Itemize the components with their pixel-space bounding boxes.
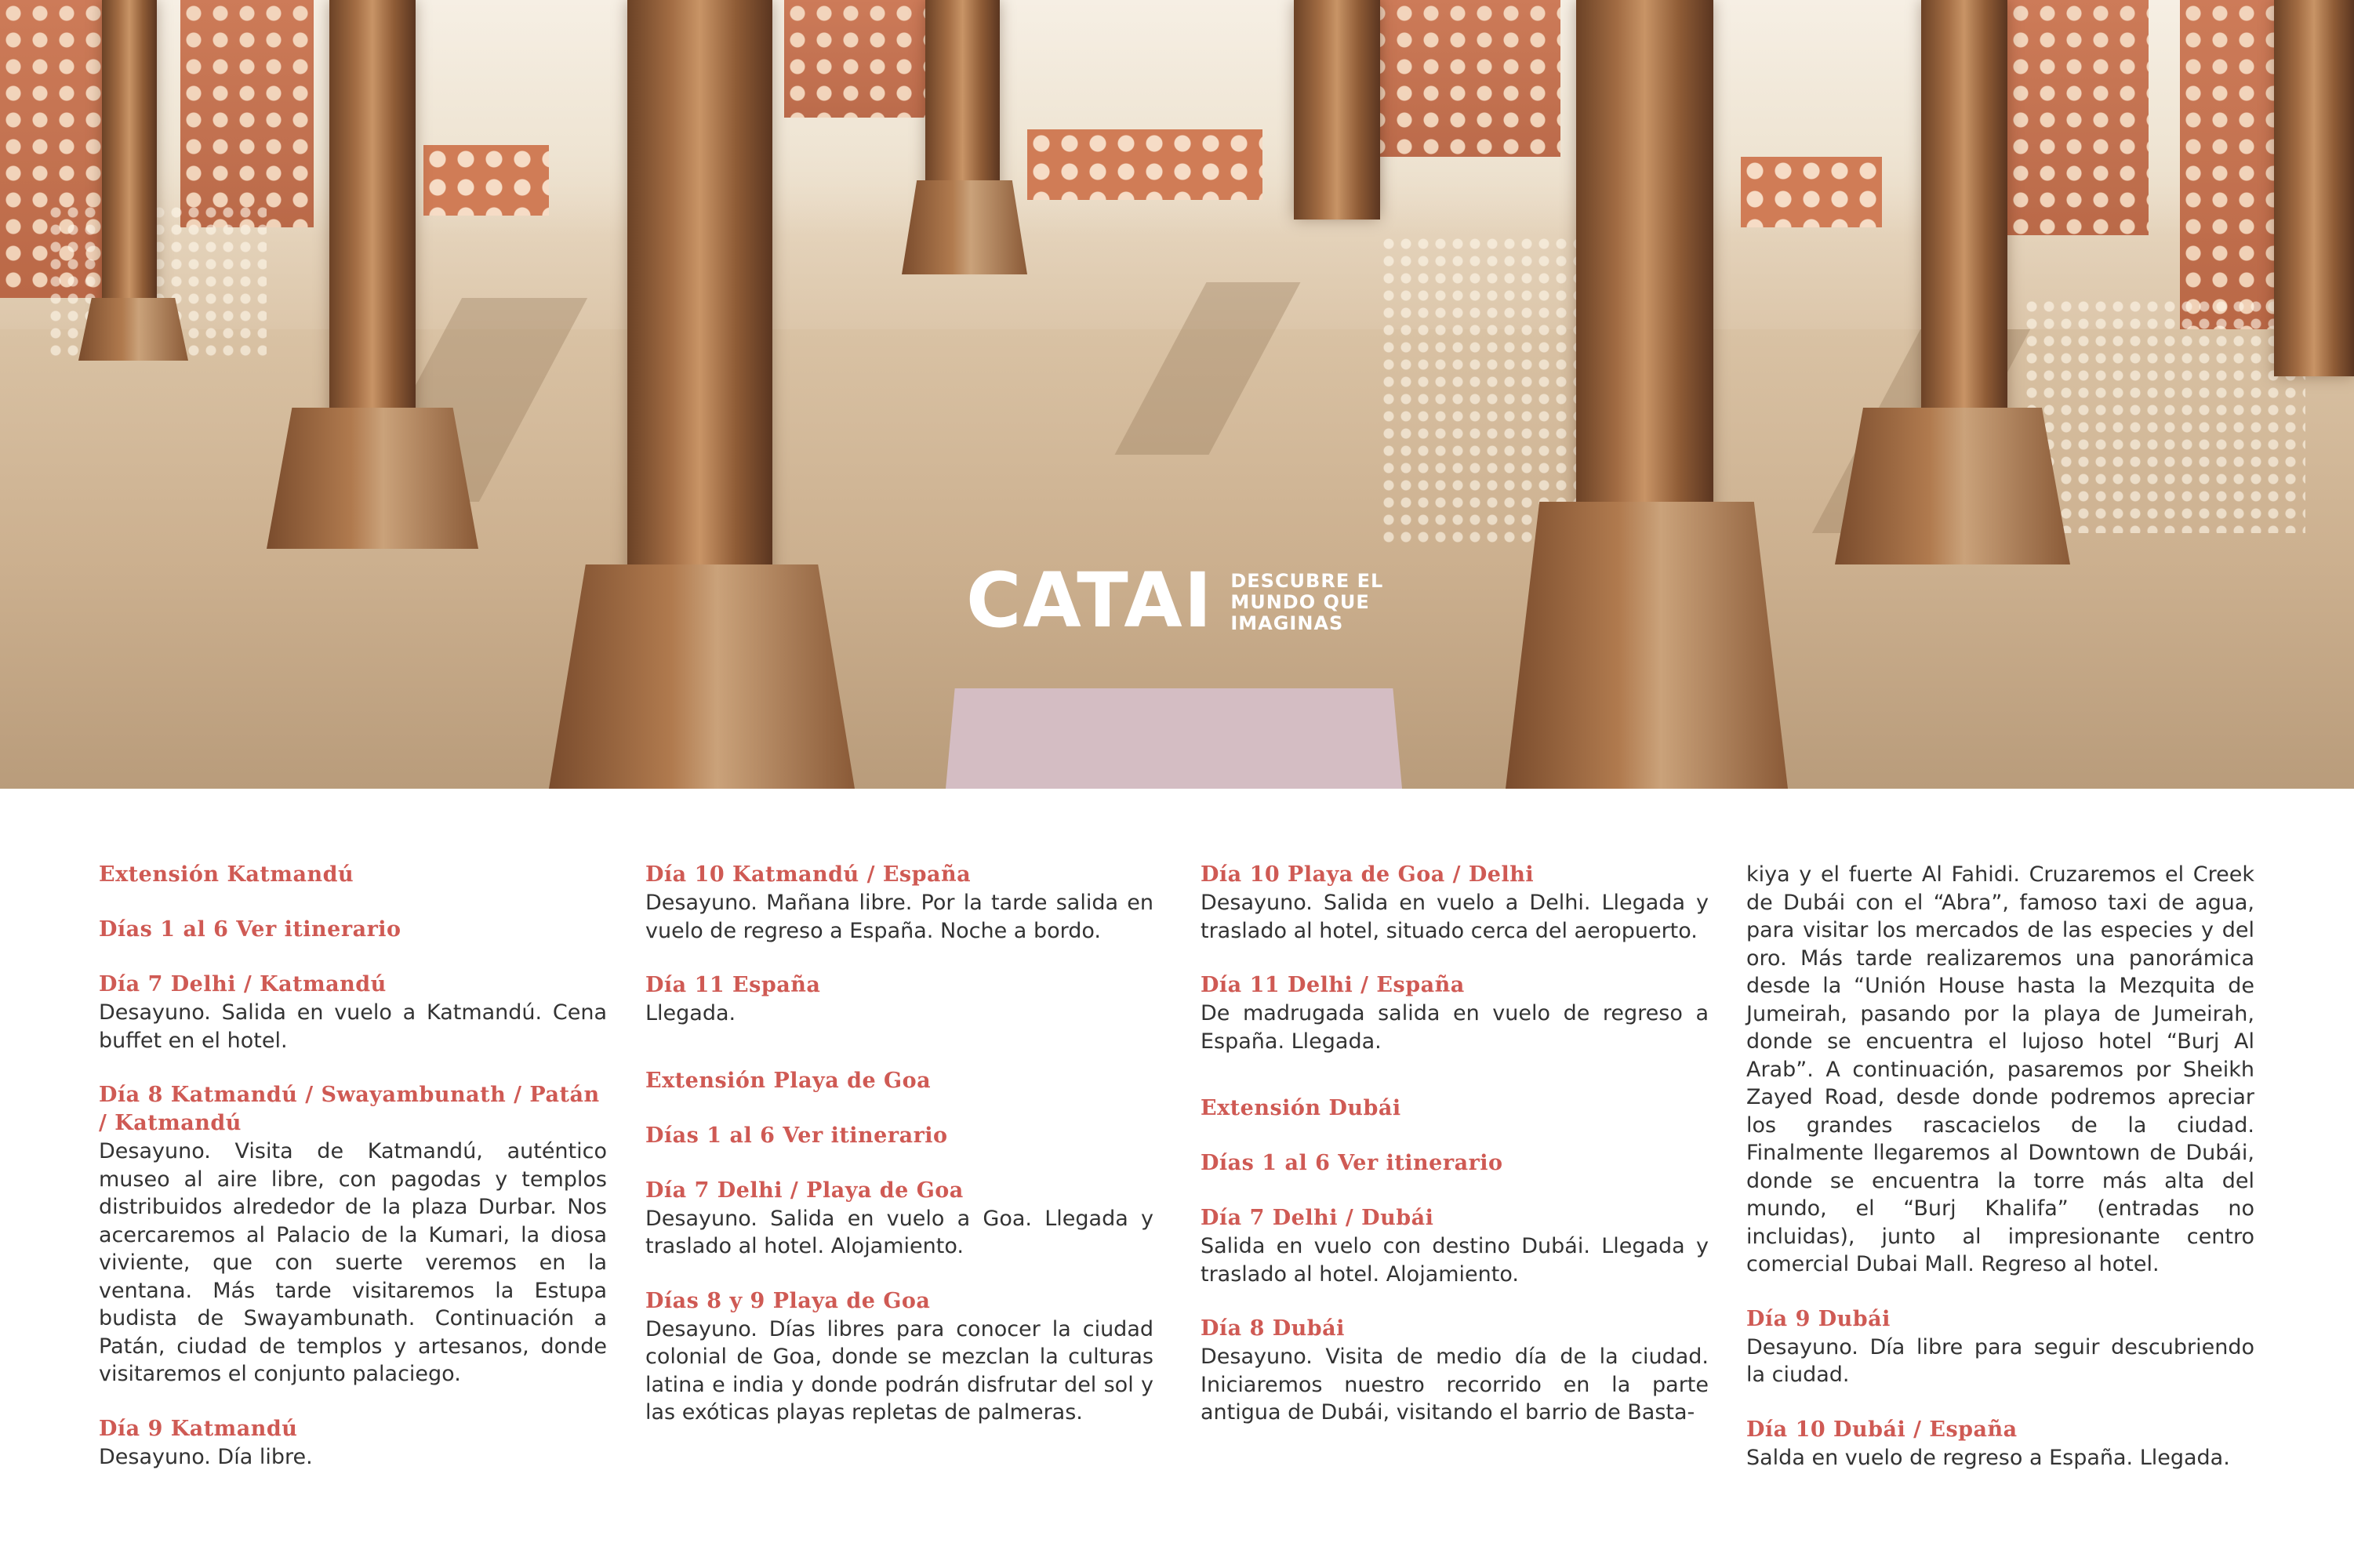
itinerary-column-1 bbox=[99, 861, 607, 1497]
pillar-base-right bbox=[1835, 408, 2070, 564]
day-title: Día 10 Playa de Goa / Delhi bbox=[1201, 862, 1535, 887]
section-heading bbox=[99, 861, 607, 889]
section-title: Extensión Dubái bbox=[1201, 1096, 1401, 1120]
day-title: Día 7 Delhi / Playa de Goa bbox=[645, 1178, 964, 1203]
day-text: Desayuno. Día libre. bbox=[99, 1444, 313, 1469]
section-heading bbox=[1201, 1094, 1709, 1123]
day-text: De madrugada salida en vuelo de regreso a España. Llegada. bbox=[1201, 1001, 1709, 1054]
section-heading bbox=[645, 1067, 1153, 1095]
day-title: Día 10 Dubái / España bbox=[1746, 1417, 2018, 1442]
day-title: Día 10 Katmandú / España bbox=[645, 862, 972, 887]
day-entry bbox=[1746, 1305, 2254, 1389]
day-entry bbox=[1746, 1416, 2254, 1472]
lattice-rail-right bbox=[1741, 157, 1882, 227]
pink-tab-decoration bbox=[946, 688, 1402, 789]
day-text: Salida en vuelo con destino Dubái. Llegada y traslado al hotel. Alojamiento. bbox=[1201, 1234, 1709, 1287]
section-title: Días 1 al 6 Ver itinerario bbox=[1201, 1151, 1503, 1175]
day-text: Desayuno. Salida en vuelo a Delhi. Llegada y traslado al hotel, situado cerca del aeropuerto. bbox=[1201, 891, 1709, 943]
day-text: Llegada. bbox=[645, 1001, 736, 1025]
itinerary-column-2 bbox=[645, 861, 1153, 1454]
day-entry bbox=[1201, 971, 1709, 1055]
day-text: Desayuno. Días libres para conocer la ciudad colonial de Goa, donde se mezclan la culturas latina e india y donde podrán disfrutar del sol y las exóticas playas repletas de palmeras. bbox=[645, 1316, 1153, 1425]
pillar-base-left bbox=[267, 408, 478, 549]
day-entry bbox=[645, 1287, 1153, 1427]
day-entry bbox=[645, 1177, 1153, 1261]
itinerary-column-4 bbox=[1746, 861, 2254, 1498]
section-heading bbox=[645, 1122, 1153, 1150]
day-text: Desayuno. Salida en vuelo a Katmandú. Cena buffet en el hotel. bbox=[99, 1000, 607, 1053]
day-title: Día 11 España bbox=[645, 973, 821, 997]
day-entry bbox=[99, 1081, 607, 1388]
pillar-left bbox=[329, 0, 416, 470]
section-heading bbox=[1201, 1149, 1709, 1178]
pillar-base-center-left bbox=[902, 180, 1027, 274]
logo-tagline-line: IMAGINAS bbox=[1230, 612, 1344, 634]
light-pattern-right bbox=[2023, 298, 2305, 533]
day-entry bbox=[1201, 861, 1709, 945]
logo-tagline bbox=[1230, 568, 1383, 634]
section-title: Extensión Katmandú bbox=[99, 862, 354, 887]
lattice-screen-center-right bbox=[1364, 0, 1560, 157]
day-title: Día 7 Delhi / Dubái bbox=[1201, 1206, 1434, 1230]
pillar-base-far-left bbox=[78, 298, 188, 361]
day-entry bbox=[99, 1415, 607, 1472]
day-title: Días 8 y 9 Playa de Goa bbox=[645, 1288, 931, 1313]
pillar-far-right bbox=[2274, 0, 2354, 376]
day-entry bbox=[99, 971, 607, 1054]
catai-logo bbox=[966, 557, 1384, 644]
day-text: Desayuno. Mañana libre. Por la tarde salida en vuelo de regreso a España. Noche a bordo. bbox=[645, 891, 1153, 943]
section-title: Días 1 al 6 Ver itinerario bbox=[99, 917, 401, 942]
day-title: Día 9 Katmandú bbox=[99, 1416, 298, 1441]
day-text: Desayuno. Visita de medio día de la ciudad. Iniciaremos nuestro recorrido en la parte antigua de Dubái, visitando el barrio de Basta- bbox=[1201, 1345, 1709, 1425]
itinerary-column-3 bbox=[1201, 861, 1709, 1454]
day-title: Día 11 Delhi / España bbox=[1201, 973, 1465, 997]
day-entry bbox=[1201, 1204, 1709, 1288]
day-title: Día 9 Dubái bbox=[1746, 1306, 1891, 1331]
day-title: Día 8 Dubái bbox=[1201, 1316, 1345, 1341]
section-title: Días 1 al 6 Ver itinerario bbox=[645, 1123, 948, 1148]
day-entry bbox=[645, 971, 1153, 1028]
lattice-screen-center-left bbox=[784, 0, 933, 118]
day-title: Día 8 Katmandú / Swayambunath / Patán / Katmandú bbox=[99, 1083, 600, 1135]
day-text: kiya y el fuerte Al Fahidi. Cruzaremos el Creek de Dubái con el “Abra”, famoso taxi de agua, para visitar los mercados de las especies y del oro. Más tarde realizaremos una panorámica desde la “Unión House hasta la Mezquita de Jumeirah, pasando por la playa de Jumeirah, donde se encuentra el lujoso hotel “Burj Al Arab”. A continuación, pasaremos por Sheikh Zayed Road, desde donde podremos apreciar los grandes rascacielos de la ciudad. Finalmente llegaremos al Downtown de Dubái, donde se encuentra la torre más alta del mundo, el “Burj Khalifa” (entradas no incluidas), junto al impresionante centro comercial Dubai Mall. Regreso al hotel. bbox=[1746, 862, 2254, 1276]
logo-tagline-line: MUNDO QUE bbox=[1230, 590, 1370, 613]
pillar-base-front-left bbox=[549, 564, 855, 789]
lattice-screen-right bbox=[2007, 0, 2149, 235]
section-title: Extensión Playa de Goa bbox=[645, 1068, 932, 1093]
day-title: Día 7 Delhi / Katmandú bbox=[99, 972, 387, 996]
logo-wordmark: CATAI bbox=[966, 557, 1214, 644]
lattice-rail-left bbox=[423, 145, 549, 216]
day-text: Desayuno. Salida en vuelo a Goa. Llegada y traslado al hotel. Alojamiento. bbox=[645, 1206, 1153, 1258]
lattice-rail-center bbox=[1027, 129, 1262, 200]
day-entry-continued bbox=[1746, 861, 2254, 1279]
section-heading bbox=[99, 916, 607, 944]
pillar-far-left bbox=[102, 0, 157, 329]
day-entry bbox=[1201, 1315, 1709, 1427]
pillar-base-front-right bbox=[1506, 502, 1788, 789]
logo-tagline-line: DESCUBRE EL bbox=[1230, 569, 1384, 592]
pillar-center-right-2 bbox=[1294, 0, 1380, 220]
lattice-screen-left-2 bbox=[180, 0, 314, 227]
day-text: Desayuno. Visita de Katmandú, auténtico museo al aire libre, con pagodas y templos distribuidos alrededor de la plaza Durbar. Nos acercaremos al Palacio de la Kumari, la diosa viviente, que con suerte veremos en la ventana. Más tarde visitaremos la Estupa budista de Swayambunath. Continuación a Patán, ciudad de templos y artesanos, donde visitaremos el conjunto palaciego. bbox=[99, 1139, 607, 1386]
day-text: Desayuno. Día libre para seguir descubriendo la ciudad. bbox=[1746, 1334, 2254, 1387]
day-entry bbox=[645, 861, 1153, 945]
day-text: Salda en vuelo de regreso a España. Llegada. bbox=[1746, 1445, 2230, 1470]
